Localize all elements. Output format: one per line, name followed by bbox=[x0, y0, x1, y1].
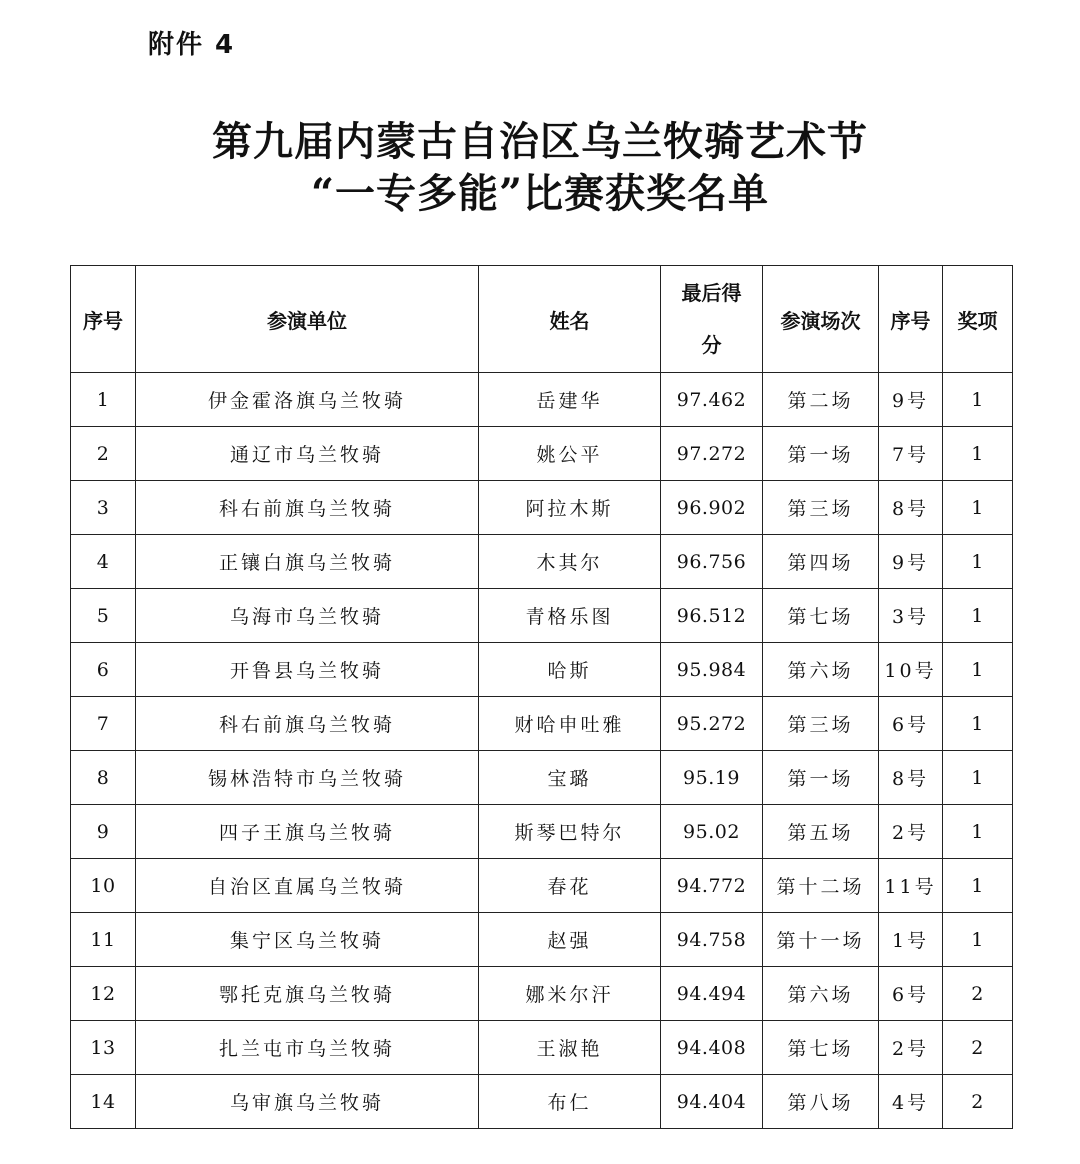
cell-final-score: 96.512 bbox=[661, 589, 763, 643]
cell-final-score: 94.494 bbox=[661, 967, 763, 1021]
award-table bbox=[70, 265, 1013, 1129]
cell-order: 10号 bbox=[879, 643, 943, 697]
cell-index: 12 bbox=[71, 967, 136, 1021]
cell-name: 财哈申吐雅 bbox=[479, 697, 661, 751]
cell-order: 3号 bbox=[879, 589, 943, 643]
cell-unit: 锡林浩特市乌兰牧骑 bbox=[136, 751, 479, 805]
table-row bbox=[71, 481, 1013, 535]
header-name: 姓名 bbox=[479, 266, 661, 373]
cell-index: 5 bbox=[71, 589, 136, 643]
cell-unit: 正镶白旗乌兰牧骑 bbox=[136, 535, 479, 589]
cell-index: 1 bbox=[71, 373, 136, 427]
cell-index: 2 bbox=[71, 427, 136, 481]
cell-award: 1 bbox=[943, 751, 1013, 805]
cell-session: 第四场 bbox=[763, 535, 879, 589]
cell-final-score: 95.19 bbox=[661, 751, 763, 805]
cell-order: 2号 bbox=[879, 805, 943, 859]
cell-session: 第七场 bbox=[763, 589, 879, 643]
cell-name: 姚公平 bbox=[479, 427, 661, 481]
cell-name: 宝璐 bbox=[479, 751, 661, 805]
cell-order: 2号 bbox=[879, 1021, 943, 1075]
cell-unit: 科右前旗乌兰牧骑 bbox=[136, 481, 479, 535]
cell-award: 1 bbox=[943, 535, 1013, 589]
cell-award: 1 bbox=[943, 643, 1013, 697]
cell-name: 岳建华 bbox=[479, 373, 661, 427]
cell-unit: 伊金霍洛旗乌兰牧骑 bbox=[136, 373, 479, 427]
cell-name: 青格乐图 bbox=[479, 589, 661, 643]
table-row bbox=[71, 535, 1013, 589]
table-row bbox=[71, 427, 1013, 481]
cell-award: 1 bbox=[943, 913, 1013, 967]
cell-index: 14 bbox=[71, 1075, 136, 1129]
attachment-label: 附件 4 bbox=[148, 30, 236, 60]
cell-session: 第六场 bbox=[763, 967, 879, 1021]
cell-final-score: 96.902 bbox=[661, 481, 763, 535]
cell-award: 2 bbox=[943, 1075, 1013, 1129]
document-title-line-1: 第九届内蒙古自治区乌兰牧骑艺术节 bbox=[212, 118, 868, 165]
header-final-score-label: 最后得分 bbox=[681, 281, 742, 357]
cell-unit: 开鲁县乌兰牧骑 bbox=[136, 643, 479, 697]
cell-final-score: 94.408 bbox=[661, 1021, 763, 1075]
cell-final-score: 95.272 bbox=[661, 697, 763, 751]
cell-session: 第十一场 bbox=[763, 913, 879, 967]
header-award: 奖项 bbox=[943, 266, 1013, 373]
cell-final-score: 95.02 bbox=[661, 805, 763, 859]
award-table-body bbox=[71, 373, 1013, 1129]
header-final-score bbox=[661, 266, 763, 373]
cell-index: 11 bbox=[71, 913, 136, 967]
cell-unit: 集宁区乌兰牧骑 bbox=[136, 913, 479, 967]
cell-index: 13 bbox=[71, 1021, 136, 1075]
cell-name: 木其尔 bbox=[479, 535, 661, 589]
cell-final-score: 94.772 bbox=[661, 859, 763, 913]
cell-award: 1 bbox=[943, 805, 1013, 859]
table-row bbox=[71, 751, 1013, 805]
cell-award: 2 bbox=[943, 1021, 1013, 1075]
cell-unit: 乌审旗乌兰牧骑 bbox=[136, 1075, 479, 1129]
cell-order: 6号 bbox=[879, 697, 943, 751]
cell-order: 1号 bbox=[879, 913, 943, 967]
cell-final-score: 94.404 bbox=[661, 1075, 763, 1129]
table-row bbox=[71, 1021, 1013, 1075]
cell-order: 9号 bbox=[879, 373, 943, 427]
header-unit: 参演单位 bbox=[136, 266, 479, 373]
cell-order: 9号 bbox=[879, 535, 943, 589]
cell-session: 第五场 bbox=[763, 805, 879, 859]
cell-name: 春花 bbox=[479, 859, 661, 913]
cell-order: 7号 bbox=[879, 427, 943, 481]
cell-name: 布仁 bbox=[479, 1075, 661, 1129]
cell-award: 1 bbox=[943, 373, 1013, 427]
cell-name: 阿拉木斯 bbox=[479, 481, 661, 535]
cell-session: 第八场 bbox=[763, 1075, 879, 1129]
cell-session: 第一场 bbox=[763, 751, 879, 805]
table-row bbox=[71, 1075, 1013, 1129]
cell-order: 8号 bbox=[879, 481, 943, 535]
cell-award: 1 bbox=[943, 481, 1013, 535]
cell-session: 第七场 bbox=[763, 1021, 879, 1075]
cell-final-score: 95.984 bbox=[661, 643, 763, 697]
cell-unit: 四子王旗乌兰牧骑 bbox=[136, 805, 479, 859]
table-row bbox=[71, 967, 1013, 1021]
cell-index: 9 bbox=[71, 805, 136, 859]
cell-session: 第一场 bbox=[763, 427, 879, 481]
cell-name: 哈斯 bbox=[479, 643, 661, 697]
cell-award: 1 bbox=[943, 859, 1013, 913]
cell-session: 第六场 bbox=[763, 643, 879, 697]
cell-award: 1 bbox=[943, 589, 1013, 643]
cell-name: 王淑艳 bbox=[479, 1021, 661, 1075]
cell-session: 第二场 bbox=[763, 373, 879, 427]
cell-session: 第三场 bbox=[763, 697, 879, 751]
cell-name: 娜米尔汗 bbox=[479, 967, 661, 1021]
cell-order: 8号 bbox=[879, 751, 943, 805]
header-row bbox=[71, 266, 1013, 373]
document-title-line-2: “一专多能”比赛获奖名单 bbox=[310, 170, 769, 217]
table-row bbox=[71, 589, 1013, 643]
cell-unit: 通辽市乌兰牧骑 bbox=[136, 427, 479, 481]
cell-award: 2 bbox=[943, 967, 1013, 1021]
table-row bbox=[71, 859, 1013, 913]
table-row bbox=[71, 643, 1013, 697]
cell-order: 4号 bbox=[879, 1075, 943, 1129]
cell-index: 8 bbox=[71, 751, 136, 805]
cell-index: 4 bbox=[71, 535, 136, 589]
cell-unit: 扎兰屯市乌兰牧骑 bbox=[136, 1021, 479, 1075]
cell-unit: 自治区直属乌兰牧骑 bbox=[136, 859, 479, 913]
cell-unit: 鄂托克旗乌兰牧骑 bbox=[136, 967, 479, 1021]
cell-final-score: 94.758 bbox=[661, 913, 763, 967]
table-row bbox=[71, 805, 1013, 859]
cell-index: 3 bbox=[71, 481, 136, 535]
cell-order: 6号 bbox=[879, 967, 943, 1021]
cell-index: 10 bbox=[71, 859, 136, 913]
header-index: 序号 bbox=[71, 266, 136, 373]
cell-final-score: 96.756 bbox=[661, 535, 763, 589]
cell-index: 7 bbox=[71, 697, 136, 751]
cell-name: 赵强 bbox=[479, 913, 661, 967]
cell-session: 第三场 bbox=[763, 481, 879, 535]
table-row bbox=[71, 913, 1013, 967]
award-table-header bbox=[71, 266, 1013, 373]
cell-order: 11号 bbox=[879, 859, 943, 913]
cell-award: 1 bbox=[943, 697, 1013, 751]
cell-name: 斯琴巴特尔 bbox=[479, 805, 661, 859]
header-order: 序号 bbox=[879, 266, 943, 373]
cell-final-score: 97.272 bbox=[661, 427, 763, 481]
cell-session: 第十二场 bbox=[763, 859, 879, 913]
cell-award: 1 bbox=[943, 427, 1013, 481]
cell-index: 6 bbox=[71, 643, 136, 697]
cell-unit: 科右前旗乌兰牧骑 bbox=[136, 697, 479, 751]
table-row bbox=[71, 373, 1013, 427]
table-row bbox=[71, 697, 1013, 751]
cell-final-score: 97.462 bbox=[661, 373, 763, 427]
cell-unit: 乌海市乌兰牧骑 bbox=[136, 589, 479, 643]
header-session: 参演场次 bbox=[763, 266, 879, 373]
